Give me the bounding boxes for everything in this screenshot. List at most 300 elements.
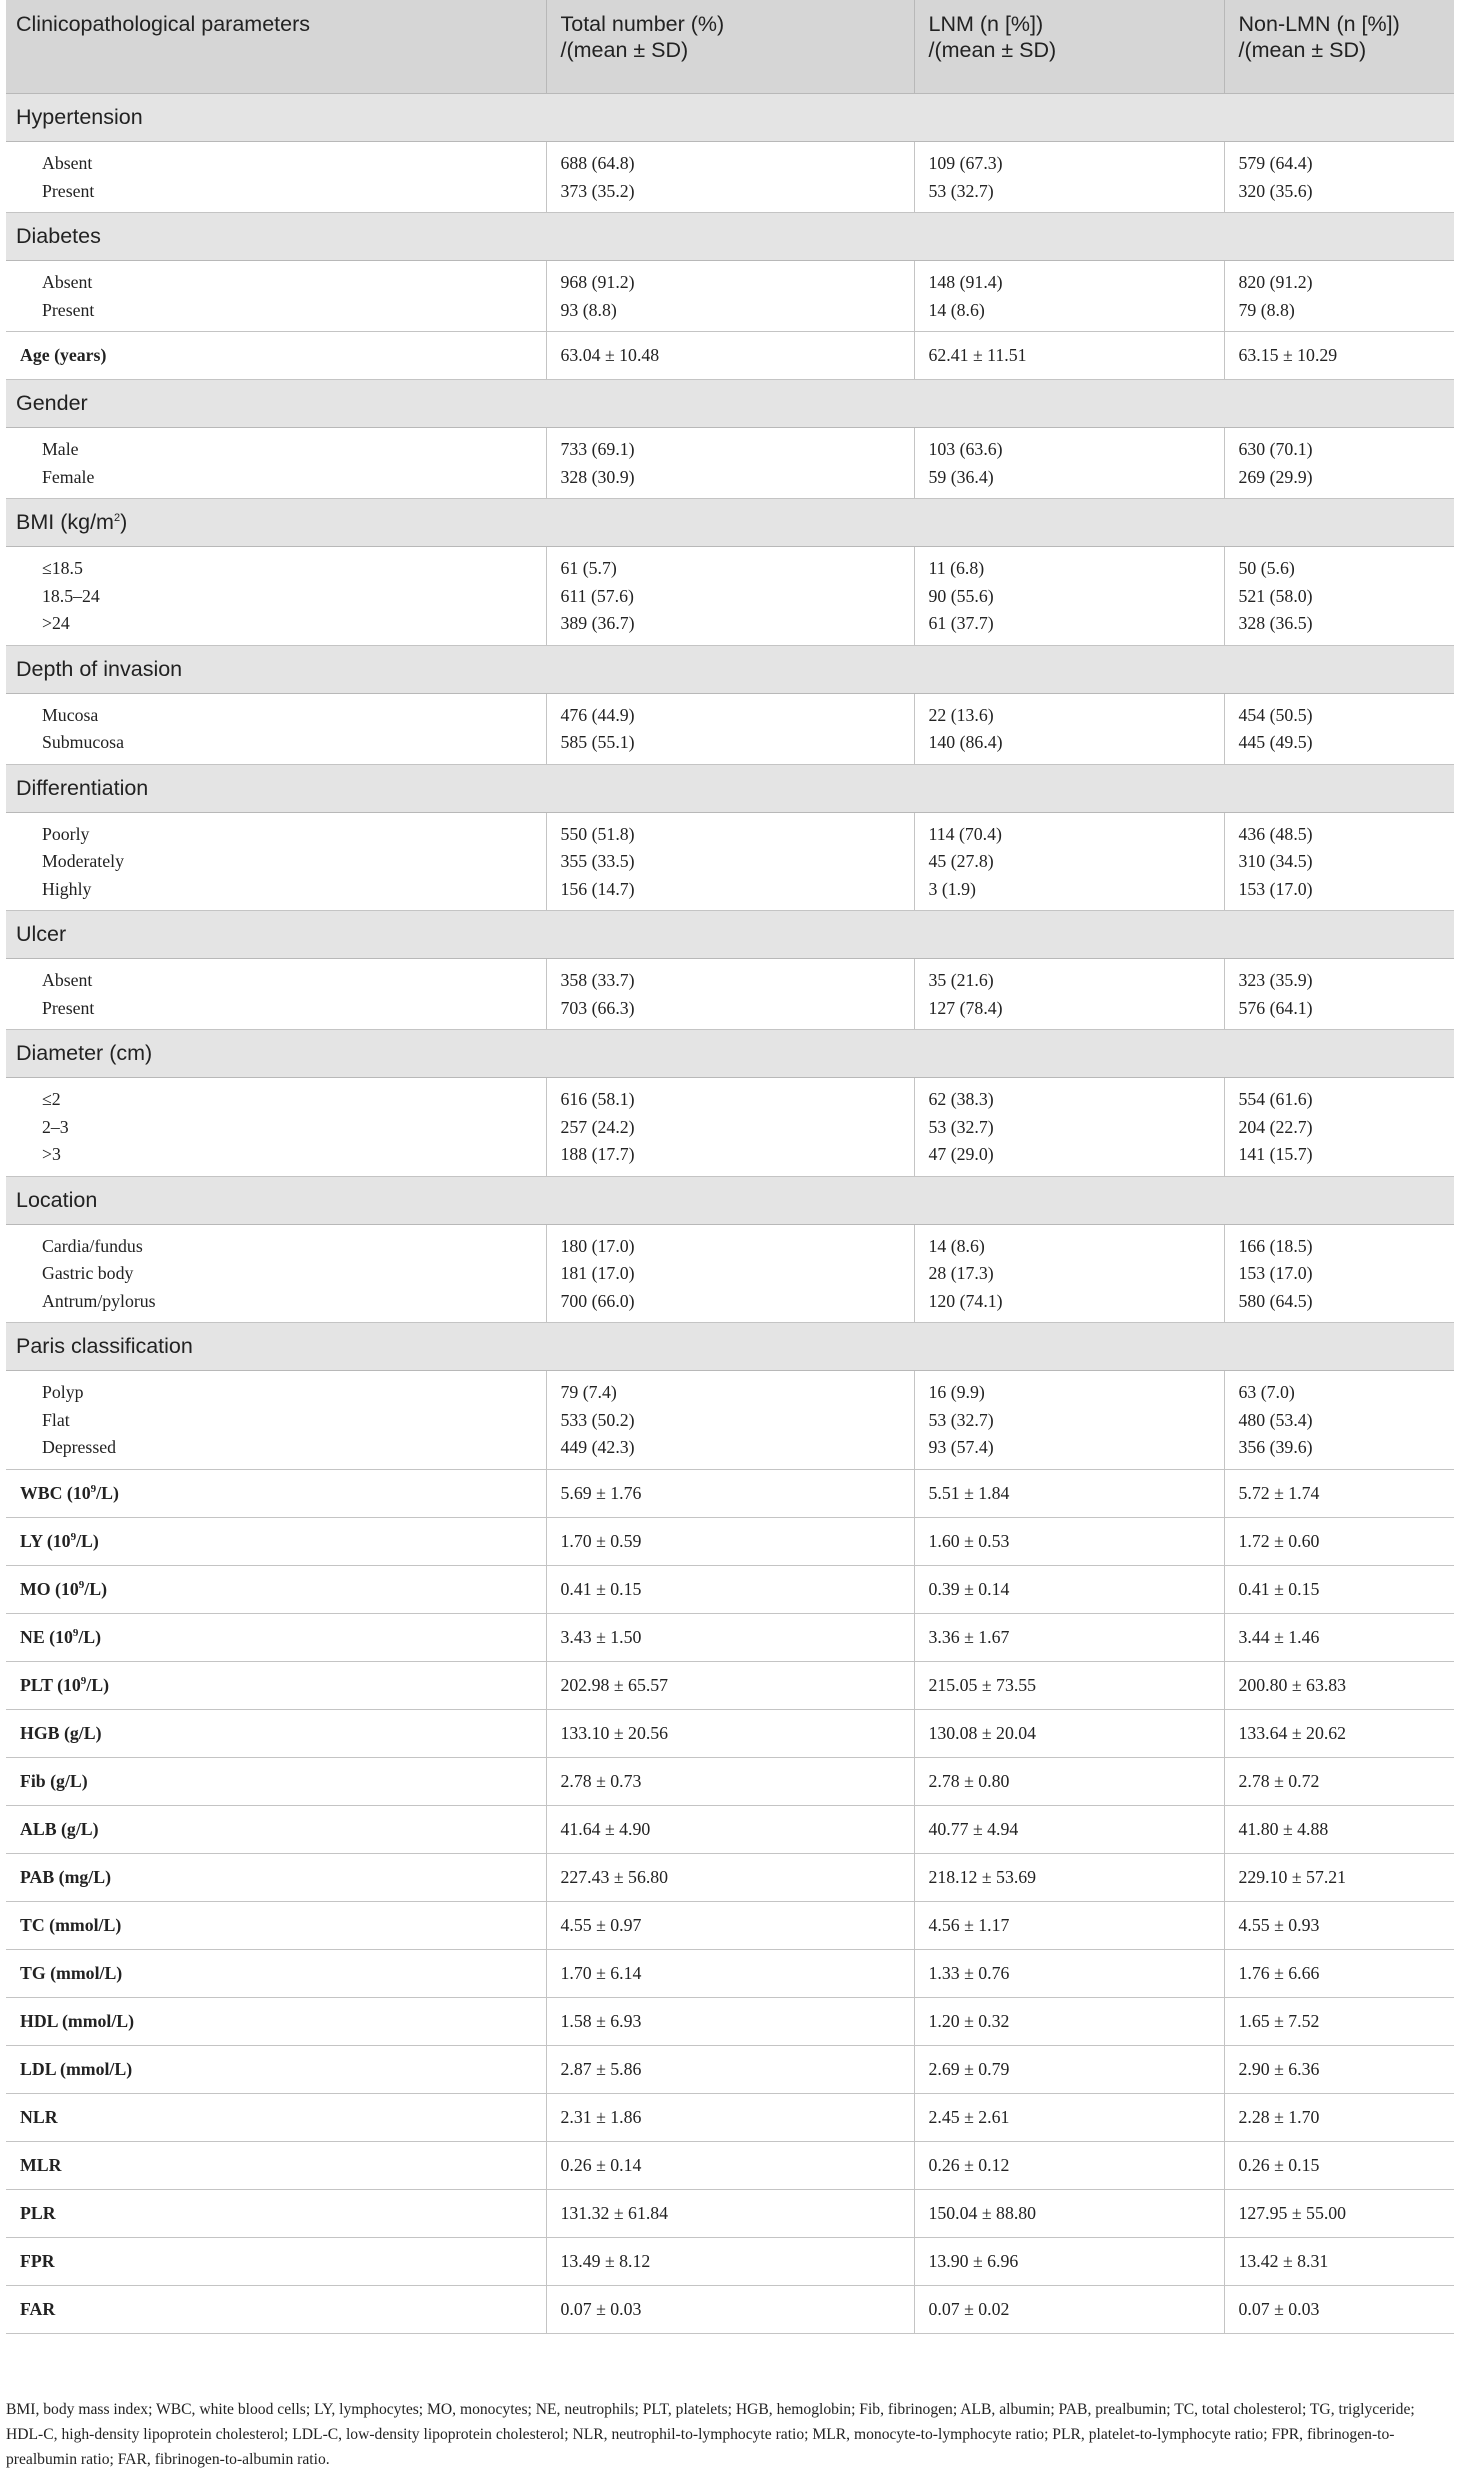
parameter-label: MLR bbox=[20, 2154, 62, 2175]
header-total bbox=[546, 0, 914, 94]
label-superscript: 9 bbox=[80, 1674, 87, 1687]
total-cell bbox=[546, 428, 914, 499]
non-lmn-value: 2.78 ± 0.72 bbox=[1224, 1757, 1454, 1805]
non-lmn-cell bbox=[1224, 693, 1454, 764]
lnm-value: 40.77 ± 4.94 bbox=[914, 1805, 1224, 1853]
total-cell bbox=[546, 1224, 914, 1323]
non-lmn-cell bbox=[1224, 1224, 1454, 1323]
total-value: 703 (66.3) bbox=[560, 997, 635, 1018]
parameter-label: Gender bbox=[16, 391, 88, 415]
label-suffix: /L) bbox=[84, 1578, 107, 1599]
table-row bbox=[6, 1661, 1454, 1709]
parameter-cell bbox=[6, 1901, 546, 1949]
lnm-value: 45 (27.8) bbox=[928, 851, 994, 871]
header-line: LNM (n [%]) bbox=[928, 12, 1044, 36]
table-row bbox=[6, 1709, 1454, 1757]
section-row bbox=[6, 94, 1454, 142]
total-value: 61 (5.7) bbox=[560, 558, 617, 578]
lnm-value: 13.90 ± 6.96 bbox=[914, 2237, 1224, 2285]
section-row bbox=[6, 213, 1454, 261]
category-label: 2–3 bbox=[42, 1116, 69, 1137]
section-heading bbox=[6, 911, 1454, 959]
parameter-label: LDL (mmol/L) bbox=[20, 2058, 133, 2079]
lnm-value: 2.78 ± 0.80 bbox=[914, 1757, 1224, 1805]
lnm-value: 140 (86.4) bbox=[928, 732, 1003, 752]
lnm-value: 5.51 ± 1.84 bbox=[914, 1469, 1224, 1517]
non-lmn-value: 1.65 ± 7.52 bbox=[1224, 1997, 1454, 2045]
total-cell bbox=[546, 959, 914, 1030]
total-value: 449 (42.3) bbox=[560, 1437, 635, 1457]
parameter-label: Ulcer bbox=[16, 922, 67, 946]
non-lmn-value: 13.42 ± 8.31 bbox=[1224, 2237, 1454, 2285]
table-row bbox=[6, 1371, 1454, 1470]
parameter-cell bbox=[6, 1469, 546, 1517]
table-row bbox=[6, 2285, 1454, 2333]
lnm-value: 53 (32.7) bbox=[928, 1409, 994, 1430]
lnm-value: 35 (21.6) bbox=[928, 970, 994, 990]
parameter-label: HGB (g/L) bbox=[20, 1722, 102, 1743]
parameter-cell bbox=[6, 2045, 546, 2093]
lnm-value: 1.60 ± 0.53 bbox=[914, 1517, 1224, 1565]
label-suffix: ) bbox=[120, 510, 128, 534]
lnm-value: 109 (67.3) bbox=[928, 153, 1003, 173]
category-cell bbox=[6, 959, 546, 1030]
category-label: Cardia/fundus bbox=[42, 1235, 143, 1256]
header-line: /(mean ± SD) bbox=[928, 38, 1057, 62]
table-footnote: BMI, body mass index; WBC, white blood cells; LY, lymphocytes; MO, monocytes; NE, neutrophils; PLT, platelets; HGB, hemoglobin; Fib, fibrinogen; ALB, albumin; PAB, prealbumin; TC, total cholesterol; TG, triglyceride; HDL-C, high-density lipoprotein cholesterol; LDL-C, low-density lipoprotein cholesterol; NLR, neutrophil-to-lymphocyte ratio; MLR, monocyte-to-lymphocyte ratio; PLR, platelet-to-lymphocyte ratio; FPR, fibrinogen-to-prealbumin ratio; FAR, fibrinogen-to-albumin ratio. bbox=[6, 2401, 1415, 2468]
lnm-value: 11 (6.8) bbox=[928, 558, 985, 578]
table-row bbox=[6, 1757, 1454, 1805]
non-lmn-value: 521 (58.0) bbox=[1238, 585, 1313, 606]
section-heading bbox=[6, 499, 1454, 547]
parameter-cell bbox=[6, 1757, 546, 1805]
lnm-value: 130.08 ± 20.04 bbox=[914, 1709, 1224, 1757]
category-label: Polyp bbox=[42, 1382, 84, 1402]
total-value: 13.49 ± 8.12 bbox=[546, 2237, 914, 2285]
non-lmn-value: 320 (35.6) bbox=[1238, 180, 1313, 201]
lnm-value: 1.33 ± 0.76 bbox=[914, 1949, 1224, 1997]
table-body bbox=[6, 94, 1454, 2334]
total-value: 181 (17.0) bbox=[560, 1263, 635, 1283]
lnm-value: 47 (29.0) bbox=[928, 1144, 994, 1164]
table-row bbox=[6, 2045, 1454, 2093]
section-row bbox=[6, 1176, 1454, 1224]
parameter-label: ALB (g/L) bbox=[20, 1818, 99, 1839]
table-row bbox=[6, 1997, 1454, 2045]
total-value: 533 (50.2) bbox=[560, 1409, 635, 1430]
lnm-value: 0.39 ± 0.14 bbox=[914, 1565, 1224, 1613]
non-lmn-value: 436 (48.5) bbox=[1238, 823, 1313, 844]
category-label: >24 bbox=[42, 613, 70, 633]
section-heading bbox=[6, 213, 1454, 261]
lnm-value: 2.69 ± 0.79 bbox=[914, 2045, 1224, 2093]
parameter-label: LY (10 bbox=[20, 1530, 71, 1551]
parameter-label: Diabetes bbox=[16, 224, 101, 248]
header-line: Total number (%) bbox=[560, 12, 725, 36]
total-value: 79 (7.4) bbox=[560, 1382, 617, 1402]
total-cell bbox=[546, 547, 914, 646]
parameter-cell bbox=[6, 1661, 546, 1709]
parameter-label: BMI (kg/m bbox=[16, 510, 114, 534]
total-cell bbox=[546, 693, 914, 764]
table-row bbox=[6, 1224, 1454, 1323]
table-row bbox=[6, 428, 1454, 499]
parameter-label: Fib (g/L) bbox=[20, 1770, 88, 1791]
lnm-value: 14 (8.6) bbox=[928, 1235, 985, 1256]
total-value: 1.70 ± 6.14 bbox=[546, 1949, 914, 1997]
label-superscript: 9 bbox=[78, 1578, 85, 1591]
header-line: /(mean ± SD) bbox=[1238, 38, 1367, 62]
non-lmn-value: 153 (17.0) bbox=[1238, 878, 1313, 899]
non-lmn-value: 127.95 ± 55.00 bbox=[1224, 2189, 1454, 2237]
section-row bbox=[6, 1030, 1454, 1078]
parameter-cell bbox=[6, 1565, 546, 1613]
header-line: Non-LMN (n [%]) bbox=[1238, 12, 1400, 36]
category-label: Depressed bbox=[42, 1437, 117, 1457]
non-lmn-value: 4.55 ± 0.93 bbox=[1224, 1901, 1454, 1949]
total-value: 355 (33.5) bbox=[560, 851, 635, 871]
lnm-cell bbox=[914, 1371, 1224, 1470]
total-value: 688 (64.8) bbox=[560, 153, 635, 173]
section-row bbox=[6, 911, 1454, 959]
total-value: 188 (17.7) bbox=[560, 1144, 635, 1164]
total-value: 373 (35.2) bbox=[560, 180, 635, 201]
category-label: Present bbox=[42, 997, 95, 1018]
non-lmn-value: 63 (7.0) bbox=[1238, 1382, 1295, 1402]
total-value: 550 (51.8) bbox=[560, 823, 635, 844]
category-cell bbox=[6, 1078, 546, 1177]
total-cell bbox=[546, 1078, 914, 1177]
category-label: Present bbox=[42, 180, 95, 201]
non-lmn-value: 41.80 ± 4.88 bbox=[1224, 1805, 1454, 1853]
lnm-value: 3.36 ± 1.67 bbox=[914, 1613, 1224, 1661]
total-value: 733 (69.1) bbox=[560, 439, 635, 459]
label-suffix: /L) bbox=[78, 1626, 102, 1647]
label-superscript: 9 bbox=[70, 1530, 77, 1543]
non-lmn-value: 204 (22.7) bbox=[1238, 1116, 1313, 1137]
total-value: 476 (44.9) bbox=[560, 704, 635, 725]
non-lmn-cell bbox=[1224, 1371, 1454, 1470]
table-row bbox=[6, 547, 1454, 646]
table-row bbox=[6, 1613, 1454, 1661]
non-lmn-value: 579 (64.4) bbox=[1238, 153, 1313, 173]
parameter-cell bbox=[6, 2093, 546, 2141]
category-label: 18.5–24 bbox=[42, 585, 100, 606]
section-heading bbox=[6, 1030, 1454, 1078]
table-row bbox=[6, 1853, 1454, 1901]
parameter-label: NE (10 bbox=[20, 1626, 73, 1647]
parameter-label: Location bbox=[16, 1187, 98, 1212]
non-lmn-value: 79 (8.8) bbox=[1238, 299, 1295, 320]
total-value: 257 (24.2) bbox=[560, 1116, 635, 1137]
lnm-cell bbox=[914, 547, 1224, 646]
category-cell bbox=[6, 1224, 546, 1323]
parameter-cell bbox=[6, 332, 546, 380]
table-row bbox=[6, 812, 1454, 911]
table-row bbox=[6, 1805, 1454, 1853]
lnm-value: 62 (38.3) bbox=[928, 1089, 994, 1109]
lnm-value: 3 (1.9) bbox=[928, 878, 976, 899]
non-lmn-value: 445 (49.5) bbox=[1238, 732, 1313, 752]
non-lmn-value: 1.72 ± 0.60 bbox=[1224, 1517, 1454, 1565]
non-lmn-value: 5.72 ± 1.74 bbox=[1224, 1469, 1454, 1517]
category-label: Present bbox=[42, 299, 95, 320]
header-line: /(mean ± SD) bbox=[560, 38, 689, 62]
table-row bbox=[6, 1469, 1454, 1517]
category-cell bbox=[6, 142, 546, 213]
lnm-value: 0.07 ± 0.02 bbox=[914, 2285, 1224, 2333]
non-lmn-cell bbox=[1224, 261, 1454, 332]
table-row bbox=[6, 2093, 1454, 2141]
lnm-value: 59 (36.4) bbox=[928, 466, 994, 487]
table-row bbox=[6, 332, 1454, 380]
label-superscript: 9 bbox=[72, 1626, 79, 1639]
lnm-value: 218.12 ± 53.69 bbox=[914, 1853, 1224, 1901]
section-row bbox=[6, 1323, 1454, 1371]
non-lmn-cell bbox=[1224, 547, 1454, 646]
total-value: 2.78 ± 0.73 bbox=[546, 1757, 914, 1805]
table-row bbox=[6, 1901, 1454, 1949]
lnm-cell bbox=[914, 142, 1224, 213]
header-non-lmn bbox=[1224, 0, 1454, 94]
non-lmn-value: 50 (5.6) bbox=[1238, 558, 1295, 578]
table-row bbox=[6, 693, 1454, 764]
total-value: 585 (55.1) bbox=[560, 732, 635, 752]
parameter-cell bbox=[6, 1949, 546, 1997]
category-label: Moderately bbox=[42, 851, 124, 871]
total-value: 2.87 ± 5.86 bbox=[546, 2045, 914, 2093]
parameter-cell bbox=[6, 2237, 546, 2285]
lnm-cell bbox=[914, 959, 1224, 1030]
lnm-cell bbox=[914, 1078, 1224, 1177]
header-line: Clinicopathological parameters bbox=[16, 12, 310, 36]
total-value: 133.10 ± 20.56 bbox=[546, 1709, 914, 1757]
non-lmn-value: 576 (64.1) bbox=[1238, 997, 1313, 1018]
non-lmn-value: 0.07 ± 0.03 bbox=[1224, 2285, 1454, 2333]
total-value: 131.32 ± 61.84 bbox=[546, 2189, 914, 2237]
parameter-cell bbox=[6, 1997, 546, 2045]
non-lmn-value: 580 (64.5) bbox=[1238, 1290, 1313, 1311]
lnm-value: 4.56 ± 1.17 bbox=[914, 1901, 1224, 1949]
section-heading bbox=[6, 645, 1454, 693]
non-lmn-value: 166 (18.5) bbox=[1238, 1235, 1313, 1256]
category-label: ≤18.5 bbox=[42, 558, 83, 578]
non-lmn-cell bbox=[1224, 959, 1454, 1030]
non-lmn-value: 820 (91.2) bbox=[1238, 272, 1313, 292]
category-cell bbox=[6, 547, 546, 646]
non-lmn-cell bbox=[1224, 1078, 1454, 1177]
lnm-value: 120 (74.1) bbox=[928, 1290, 1003, 1311]
lnm-cell bbox=[914, 812, 1224, 911]
lnm-cell bbox=[914, 428, 1224, 499]
non-lmn-value: 153 (17.0) bbox=[1238, 1263, 1313, 1283]
lnm-cell bbox=[914, 1224, 1224, 1323]
category-cell bbox=[6, 812, 546, 911]
category-label: Mucosa bbox=[42, 704, 99, 725]
total-value: 180 (17.0) bbox=[560, 1235, 635, 1256]
total-value: 41.64 ± 4.90 bbox=[546, 1805, 914, 1853]
total-value: 93 (8.8) bbox=[560, 299, 617, 320]
lnm-value: 114 (70.4) bbox=[928, 823, 1002, 844]
category-cell bbox=[6, 693, 546, 764]
category-cell bbox=[6, 428, 546, 499]
parameter-cell bbox=[6, 1517, 546, 1565]
parameter-cell bbox=[6, 1709, 546, 1757]
lnm-cell bbox=[914, 693, 1224, 764]
parameter-label: Paris classification bbox=[16, 1334, 193, 1358]
non-lmn-value: 480 (53.4) bbox=[1238, 1409, 1313, 1430]
lnm-value: 93 (57.4) bbox=[928, 1437, 994, 1457]
lnm-value: 28 (17.3) bbox=[928, 1263, 994, 1283]
total-value: 389 (36.7) bbox=[560, 613, 635, 633]
non-lmn-value: 1.76 ± 6.66 bbox=[1224, 1949, 1454, 1997]
parameter-label: PLR bbox=[20, 2202, 56, 2223]
non-lmn-value: 269 (29.9) bbox=[1238, 466, 1313, 487]
non-lmn-value: 356 (39.6) bbox=[1238, 1437, 1313, 1457]
category-label: >3 bbox=[42, 1144, 61, 1164]
section-heading bbox=[6, 1176, 1454, 1224]
total-value: 616 (58.1) bbox=[560, 1089, 635, 1109]
lnm-value: 150.04 ± 88.80 bbox=[914, 2189, 1224, 2237]
parameter-label: Differentiation bbox=[16, 775, 149, 800]
non-lmn-value: 133.64 ± 20.62 bbox=[1224, 1709, 1454, 1757]
total-value: 968 (91.2) bbox=[560, 272, 635, 292]
non-lmn-value: 630 (70.1) bbox=[1238, 439, 1313, 459]
lnm-value: 1.20 ± 0.32 bbox=[914, 1997, 1224, 2045]
section-row bbox=[6, 499, 1454, 547]
lnm-value: 0.26 ± 0.12 bbox=[914, 2141, 1224, 2189]
non-lmn-value: 2.28 ± 1.70 bbox=[1224, 2093, 1454, 2141]
label-superscript: 2 bbox=[113, 511, 121, 524]
non-lmn-value: 328 (36.5) bbox=[1238, 613, 1313, 633]
table-row bbox=[6, 1565, 1454, 1613]
table-row bbox=[6, 261, 1454, 332]
table-row bbox=[6, 1078, 1454, 1177]
lnm-value: 103 (63.6) bbox=[928, 439, 1003, 459]
lnm-value: 2.45 ± 2.61 bbox=[914, 2093, 1224, 2141]
section-heading bbox=[6, 1323, 1454, 1371]
category-cell bbox=[6, 261, 546, 332]
category-label: Absent bbox=[42, 970, 93, 990]
lnm-value: 14 (8.6) bbox=[928, 299, 985, 320]
parameter-label: TC (mmol/L) bbox=[20, 1914, 122, 1935]
parameter-label: NLR bbox=[20, 2106, 58, 2127]
parameter-label: TG (mmol/L) bbox=[20, 1962, 123, 1983]
non-lmn-cell bbox=[1224, 142, 1454, 213]
non-lmn-cell bbox=[1224, 812, 1454, 911]
lnm-value: 53 (32.7) bbox=[928, 1116, 994, 1137]
category-label: Female bbox=[42, 466, 95, 487]
parameter-label: FAR bbox=[20, 2298, 56, 2319]
parameter-label: MO (10 bbox=[20, 1578, 79, 1599]
total-value: 700 (66.0) bbox=[560, 1290, 635, 1311]
section-heading bbox=[6, 764, 1454, 812]
table-row bbox=[6, 1949, 1454, 1997]
non-lmn-value: 310 (34.5) bbox=[1238, 851, 1313, 871]
parameter-label: PAB (mg/L) bbox=[20, 1866, 112, 1887]
section-row bbox=[6, 645, 1454, 693]
total-value: 1.70 ± 0.59 bbox=[546, 1517, 914, 1565]
total-value: 202.98 ± 65.57 bbox=[546, 1661, 914, 1709]
category-label: Absent bbox=[42, 272, 93, 292]
table-row bbox=[6, 959, 1454, 1030]
non-lmn-value: 3.44 ± 1.46 bbox=[1224, 1613, 1454, 1661]
total-value: 611 (57.6) bbox=[560, 585, 634, 606]
total-value: 358 (33.7) bbox=[560, 970, 635, 990]
total-value: 0.26 ± 0.14 bbox=[546, 2141, 914, 2189]
parameter-label: Diameter (cm) bbox=[16, 1041, 153, 1065]
non-lmn-value: 63.15 ± 10.29 bbox=[1224, 332, 1454, 380]
category-label: Absent bbox=[42, 153, 93, 173]
total-value: 63.04 ± 10.48 bbox=[546, 332, 914, 380]
total-value: 0.41 ± 0.15 bbox=[546, 1565, 914, 1613]
lnm-value: 62.41 ± 11.51 bbox=[914, 332, 1224, 380]
header-row bbox=[6, 0, 1454, 94]
total-value: 5.69 ± 1.76 bbox=[546, 1469, 914, 1517]
lnm-value: 127 (78.4) bbox=[928, 997, 1003, 1018]
category-label: Gastric body bbox=[42, 1263, 134, 1283]
non-lmn-cell bbox=[1224, 428, 1454, 499]
total-value: 2.31 ± 1.86 bbox=[546, 2093, 914, 2141]
total-value: 1.58 ± 6.93 bbox=[546, 1997, 914, 2045]
non-lmn-value: 0.26 ± 0.15 bbox=[1224, 2141, 1454, 2189]
table-row bbox=[6, 2189, 1454, 2237]
parameter-label: Hypertension bbox=[16, 105, 143, 129]
parameter-label: PLT (10 bbox=[20, 1674, 81, 1695]
lnm-value: 148 (91.4) bbox=[928, 272, 1003, 292]
total-value: 227.43 ± 56.80 bbox=[546, 1853, 914, 1901]
parameter-label: Age (years) bbox=[20, 345, 107, 365]
non-lmn-value: 554 (61.6) bbox=[1238, 1089, 1313, 1109]
section-heading bbox=[6, 380, 1454, 428]
category-label: Male bbox=[42, 439, 79, 459]
table-row bbox=[6, 1517, 1454, 1565]
parameter-label: Depth of invasion bbox=[16, 656, 183, 681]
label-suffix: /L) bbox=[86, 1674, 110, 1695]
section-heading bbox=[6, 94, 1454, 142]
parameter-label: WBC (10 bbox=[20, 1482, 91, 1503]
lnm-value: 22 (13.6) bbox=[928, 704, 994, 725]
total-cell bbox=[546, 261, 914, 332]
table-row bbox=[6, 2237, 1454, 2285]
label-suffix: /L) bbox=[76, 1530, 99, 1551]
total-cell bbox=[546, 812, 914, 911]
table-row bbox=[6, 2141, 1454, 2189]
parameter-cell bbox=[6, 1853, 546, 1901]
non-lmn-value: 323 (35.9) bbox=[1238, 970, 1313, 990]
lnm-value: 90 (55.6) bbox=[928, 585, 994, 606]
label-superscript: 9 bbox=[90, 1482, 97, 1495]
parameter-cell bbox=[6, 2141, 546, 2189]
total-cell bbox=[546, 1371, 914, 1470]
table-row bbox=[6, 142, 1454, 213]
clinicopathological-table bbox=[6, 0, 1454, 2334]
category-label: Highly bbox=[42, 878, 92, 899]
parameter-cell bbox=[6, 1805, 546, 1853]
section-row bbox=[6, 380, 1454, 428]
parameter-label: FPR bbox=[20, 2250, 55, 2271]
total-value: 4.55 ± 0.97 bbox=[546, 1901, 914, 1949]
table-header bbox=[6, 0, 1454, 94]
lnm-value: 53 (32.7) bbox=[928, 180, 994, 201]
lnm-value: 61 (37.7) bbox=[928, 613, 994, 633]
non-lmn-value: 200.80 ± 63.83 bbox=[1224, 1661, 1454, 1709]
label-suffix: /L) bbox=[96, 1482, 119, 1503]
category-label: Poorly bbox=[42, 823, 90, 844]
total-value: 3.43 ± 1.50 bbox=[546, 1613, 914, 1661]
category-label: Antrum/pylorus bbox=[42, 1290, 156, 1311]
parameter-cell bbox=[6, 2285, 546, 2333]
